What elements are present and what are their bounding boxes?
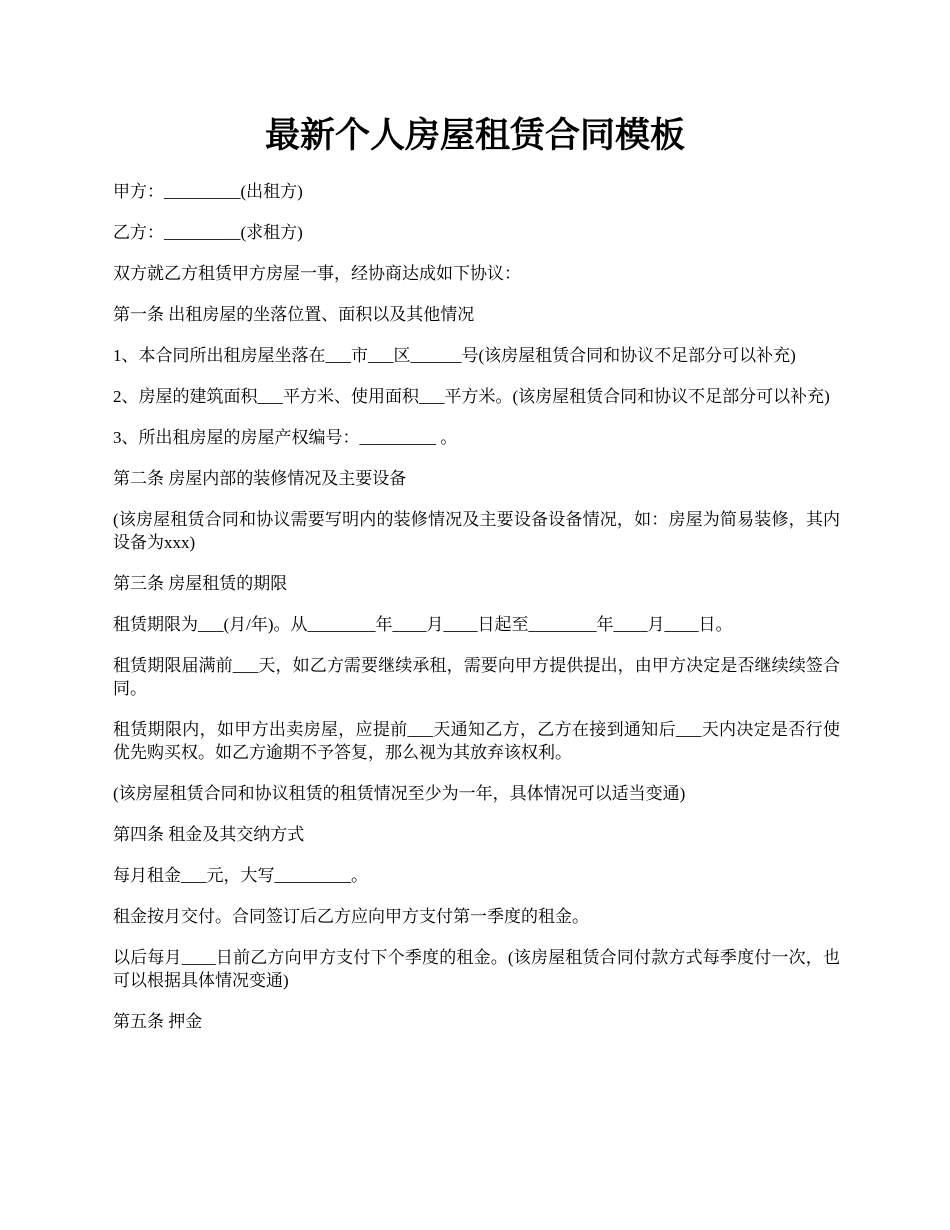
- document-title: 最新个人房屋租赁合同模板: [264, 115, 685, 156]
- article-1-clause-1: 1、本合同所出租房屋坐落在___市___区______号(该房屋租赁合同和协议不足部分可以补充): [113, 346, 796, 365]
- party-b-line: 乙方：_________(求租方): [113, 223, 303, 242]
- rent-schedule-clause: 以后每月____日前乙方向甲方支付下个季度的租金。(该房屋租赁合同付款方式每季度付一次，也可以根据具体情况变通): [113, 948, 840, 990]
- lease-renewal-clause: 租赁期限届满前___天，如乙方需要继续承租，需要向甲方提供提出，由甲方决定是否继续续签合同。: [113, 656, 840, 698]
- document-body: [113, 180, 840, 1051]
- agreement-intro: 双方就乙方租赁甲方房屋一事，经协商达成如下协议：: [113, 264, 521, 283]
- article-3-note: (该房屋租赁合同和协议租赁的租赁情况至少为一年，具体情况可以适当变通): [113, 784, 686, 803]
- article-2-note: (该房屋租赁合同和协议需要写明内的装修情况及主要设备设备情况，如：房屋为简易装修，其内设备为xxx): [113, 510, 840, 552]
- article-1-heading: 第一条 出租房屋的坐落位置、面积以及其他情况: [113, 305, 475, 324]
- article-5-heading: 第五条 押金: [113, 1012, 203, 1031]
- lease-term-line: 租赁期限为___(月/年)。从________年____月____日起至________年____月____日。: [113, 615, 733, 634]
- article-4-heading: 第四条 租金及其交纳方式: [113, 825, 305, 844]
- monthly-rent-line: 每月租金___元，大写_________。: [113, 866, 368, 885]
- article-3-heading: 第三条 房屋租赁的期限: [113, 574, 288, 593]
- article-1-clause-2: 2、房屋的建筑面积___平方米、使用面积___平方米。(该房屋租赁合同和协议不足部分可以补充): [113, 387, 830, 406]
- preemptive-right-clause: 租赁期限内，如甲方出卖房屋，应提前___天通知乙方，乙方在接到通知后___天内决定是否行使优先购买权。如乙方逾期不予答复，那么视为其放弃该权利。: [113, 720, 840, 762]
- article-1-clause-3: 3、所出租房屋的房屋产权编号：_________ 。: [113, 428, 458, 447]
- rent-payment-clause: 租金按月交付。合同签订后乙方应向甲方支付第一季度的租金。: [113, 907, 589, 926]
- party-a-line: 甲方：_________(出租方): [113, 182, 303, 201]
- article-2-heading: 第二条 房屋内部的装修情况及主要设备: [113, 469, 407, 488]
